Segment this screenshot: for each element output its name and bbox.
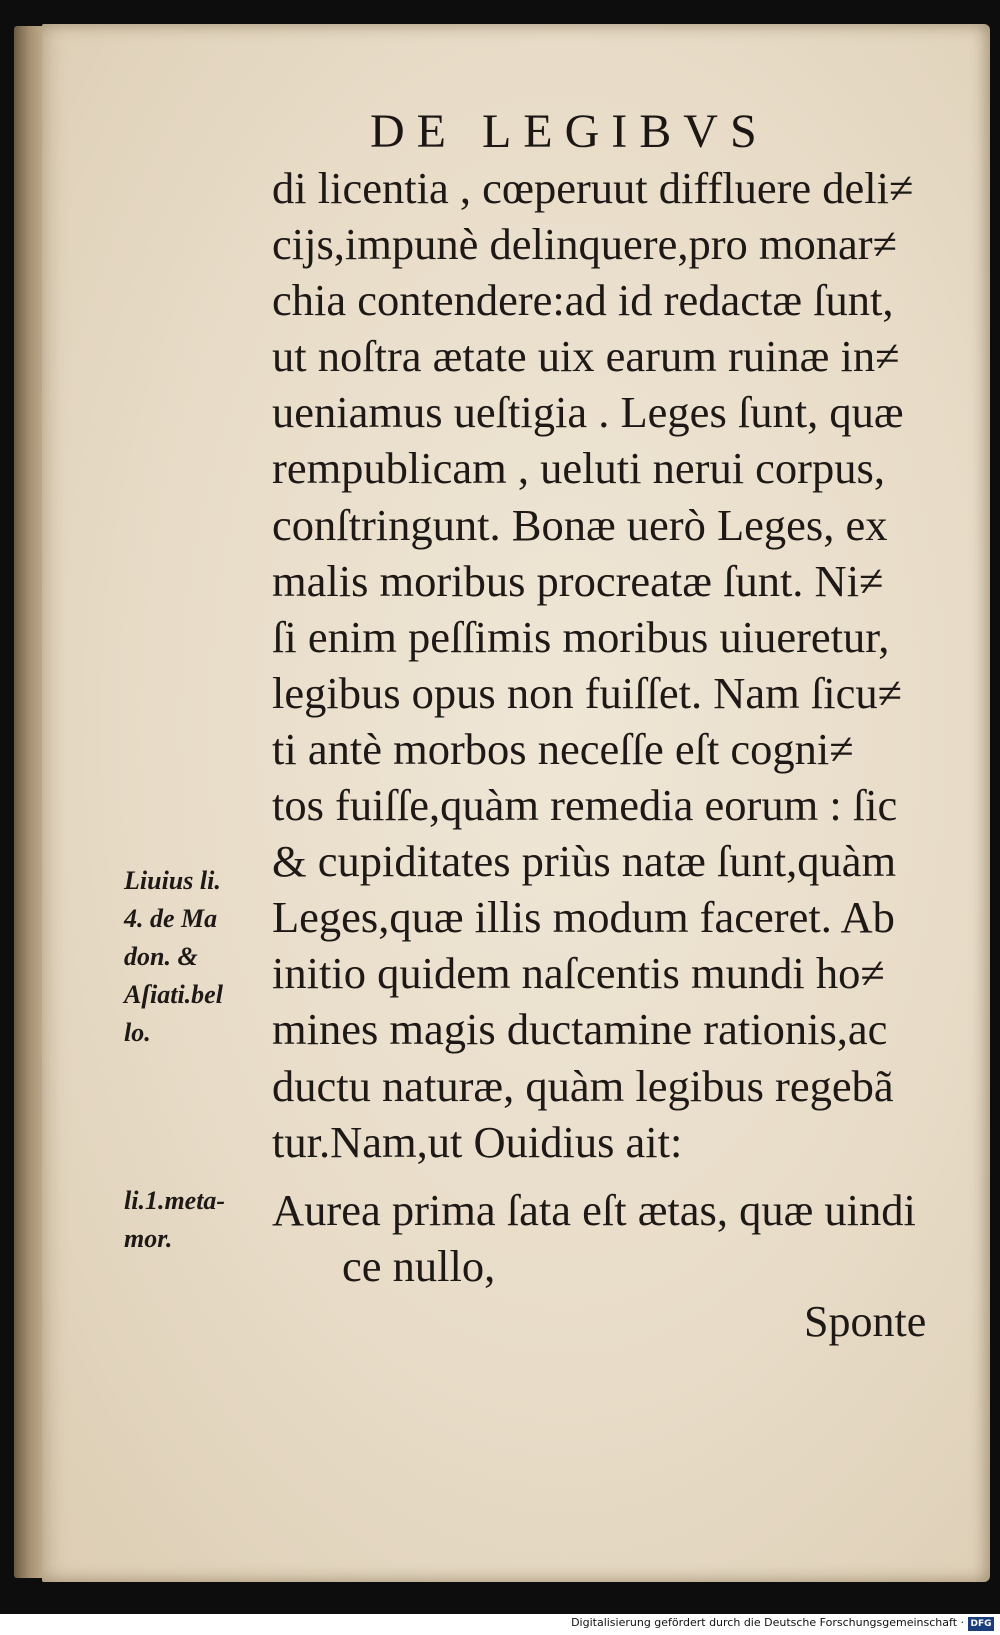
- body-line: tur.Nam,ut Ouidius ait:: [272, 1116, 683, 1167]
- verse-quotation: [272, 1182, 962, 1294]
- verse-line: Aurea prima ſata eſt ætas, quæ uindi: [272, 1185, 916, 1235]
- body-line: & cupiditates priùs natæ ſunt,quàm: [272, 836, 897, 887]
- body-line: ut noſtra ætate uix earum ruinæ in≠: [272, 331, 900, 382]
- digitization-footer: [0, 1614, 1000, 1635]
- funding-credit: Digitalisierung gefördert durch die Deutsche Forschungsgemeinschaft ·: [571, 1616, 964, 1629]
- running-head: DE LEGIBVS: [370, 105, 769, 158]
- margin-note-line: don. &: [124, 942, 198, 971]
- body-text: [272, 160, 962, 1170]
- body-line: ductu naturæ, quàm legibus regebã: [272, 1060, 894, 1111]
- body-line: ueniamus ueſtigia . Leges ſunt, quæ: [272, 387, 904, 438]
- body-line: Leges,quæ illis modum faceret. Ab: [272, 892, 895, 943]
- dfg-logo: DFG: [968, 1617, 994, 1631]
- margin-note-line: li.1.meta-: [124, 1186, 226, 1215]
- body-line: di licentia , cœperuut diffluere deli≠: [272, 163, 914, 213]
- margin-note-line: Aſiati.bel: [124, 980, 223, 1009]
- margin-note-line: mor.: [124, 1224, 173, 1253]
- body-line: malis moribus procreatæ ſunt. Ni≠: [272, 555, 884, 606]
- body-line: conſtringunt. Bonæ uerò Leges, ex: [272, 499, 888, 550]
- body-line: mines magis ductamine rationis,ac: [272, 1004, 888, 1055]
- margin-note-ovid: [124, 1182, 274, 1258]
- margin-note-line: 4. de Ma: [124, 904, 218, 933]
- body-line: tos fuiſſe,quàm remedia eorum : ſic: [272, 780, 898, 831]
- verse-line: ce nullo,: [342, 1241, 496, 1292]
- body-line: initio quidem naſcentis mundi ho≠: [272, 948, 885, 999]
- body-line: chia contendere:ad id redactæ ſunt,: [272, 275, 894, 326]
- margin-note-livius: [124, 862, 274, 1052]
- margin-note-line: Liuius li.: [124, 866, 221, 895]
- body-line: rempublicam , ueluti nerui corpus,: [272, 443, 885, 494]
- body-line: ſi enim peſſimis moribus uiueretur,: [272, 611, 890, 662]
- margin-note-line: lo.: [124, 1018, 151, 1047]
- body-line: legibus opus non fuiſſet. Nam ſicu≠: [272, 667, 903, 718]
- catchword: Sponte: [804, 1297, 927, 1346]
- body-line: cijs,impunè delinquere,pro monar≠: [272, 219, 897, 270]
- body-line: ti antè morbos neceſſe eſt cogni≠: [272, 723, 854, 774]
